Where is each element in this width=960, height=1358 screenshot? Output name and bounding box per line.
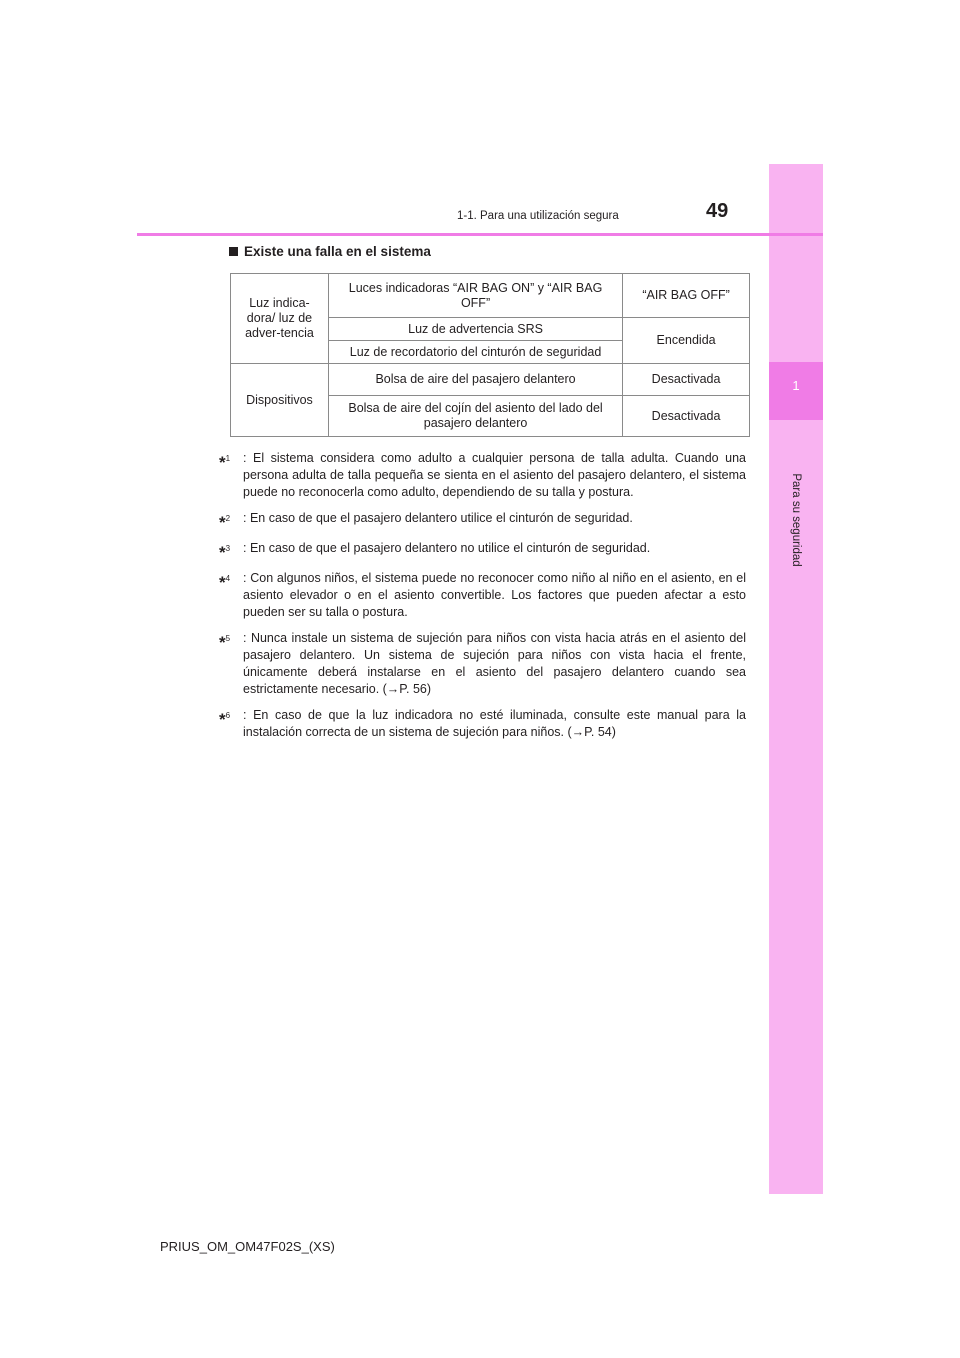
system-fault-table <box>230 273 750 437</box>
table-row <box>231 274 750 318</box>
footnote-marker: *$^4$ <box>219 573 231 592</box>
footnote-text: : En caso de que la luz indicadora no esté iluminada, consulte este manual para la instalación correcta de un sistema de sujeción para niños. (→P. 54) <box>243 708 746 739</box>
cushion-airbag-cell: Bolsa de aire del cojín del asiento del lado del pasajero delantero <box>328 396 622 437</box>
header-divider <box>137 233 823 236</box>
footnote-marker: *$^6$ <box>219 710 231 729</box>
footnote-text: : En caso de que el pasajero delantero utilice el cinturón de seguridad. <box>243 511 633 525</box>
asterisk-icon: * <box>219 573 226 592</box>
seatbelt-reminder-cell: Luz de recordatorio del cinturón de seguridad <box>328 341 622 364</box>
list-item <box>219 707 746 741</box>
section-heading <box>229 244 431 259</box>
footnote-text: : El sistema considera como adulto a cualquier persona de talla adulta. Cuando una persona adulta de talla pequeña se sienta en el asiento del pasajero delantero, el sistema puede no reconocerla como adulto, dependiendo de su talla y postura. <box>243 451 746 499</box>
footnote-marker: *$^3$ <box>219 543 231 562</box>
chapter-title: Para su seguridad <box>790 473 802 567</box>
list-item <box>219 540 746 561</box>
asterisk-icon: * <box>219 453 226 472</box>
section-title: 1-1. Para una utilización segura <box>457 210 619 222</box>
footnote-text: : En caso de que el pasajero delantero no utilice el cinturón de seguridad. <box>243 541 651 555</box>
list-item <box>219 570 746 621</box>
list-item <box>219 450 746 501</box>
srs-warning-cell: Luz de advertencia SRS <box>328 318 622 341</box>
asterisk-icon: * <box>219 710 226 729</box>
indicator-header-cell: Luces indicadoras “AIR BAG ON” y “AIR BAG OFF” <box>328 274 622 318</box>
footnote-marker: *$^2$ <box>219 513 231 532</box>
footnote-marker: *$^1$ <box>219 453 231 472</box>
chapter-number: 1 <box>792 378 800 393</box>
chapter-side-tab <box>769 164 823 1194</box>
page-number: 49 <box>706 200 729 222</box>
document-code: PRIUS_OM_OM47F02S_(XS) <box>160 1239 335 1254</box>
asterisk-icon: * <box>219 543 226 562</box>
lights-label-cell: Luz indica-dora/ luz de adver-tencia <box>231 274 329 364</box>
asterisk-icon: * <box>219 513 226 532</box>
footnote-text: : Nunca instale un sistema de sujeción para niños con vista hacia atrás en el asiento del pasajero delantero. Un sistema de sujeción para niños con vista hacia el frente, únicamente deberá instalarse en el asiento del pasajero delantero cuando sea estrictamente necesario. (→P. 56) <box>243 631 746 696</box>
footnote-text: : Con algunos niños, el sistema puede no reconocer como niño al niño en el asiento, en el asiento elevador o en el asiento convertible. Los factores que pueden afectar a esto pueden ser su talla o postura. <box>243 571 746 619</box>
asterisk-icon: * <box>219 633 226 652</box>
list-item <box>219 510 746 531</box>
heading-text: Existe una falla en el sistema <box>244 244 431 259</box>
square-bullet-icon <box>229 247 238 256</box>
front-airbag-cell: Bolsa de aire del pasajero delantero <box>328 364 622 396</box>
list-item <box>219 630 746 698</box>
devices-label-cell: Dispositivos <box>231 364 329 437</box>
chapter-title-container <box>760 440 832 600</box>
front-airbag-state-cell: Desactivada <box>623 364 750 396</box>
cushion-airbag-state-cell: Desactivada <box>623 396 750 437</box>
footnotes <box>219 450 746 750</box>
state-header-cell: “AIR BAG OFF” <box>623 274 750 318</box>
lit-state-cell: Encendida <box>623 318 750 364</box>
table-row <box>231 364 750 396</box>
footnote-marker: *$^5$ <box>219 633 231 652</box>
